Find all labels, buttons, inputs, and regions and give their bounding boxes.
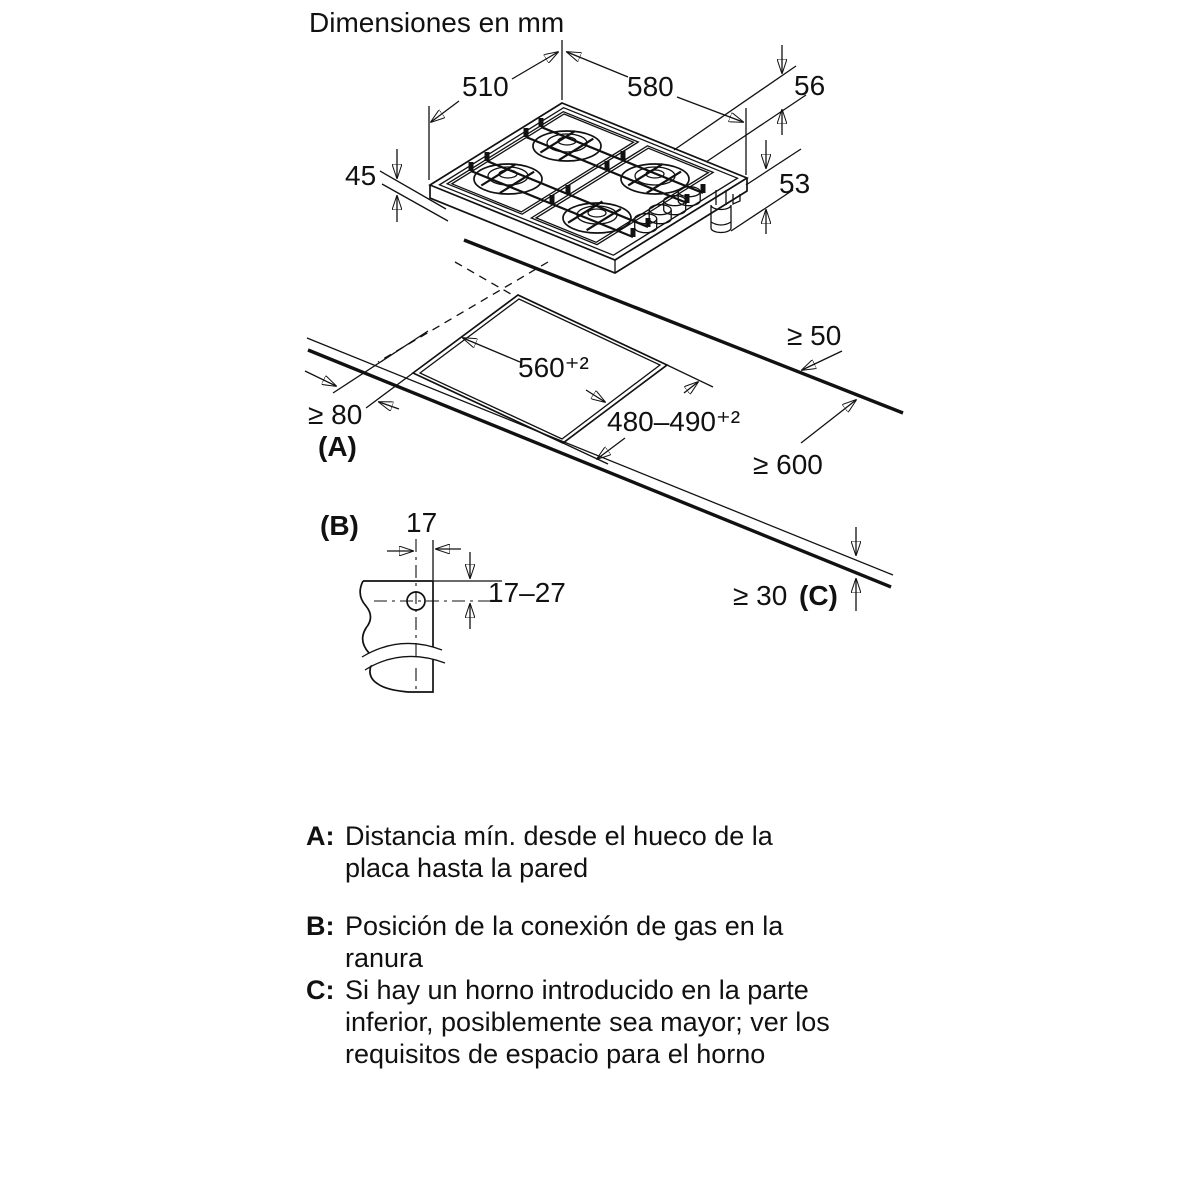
dim-geq80-label: ≥ 80	[308, 399, 363, 430]
dim-53-label: 53	[779, 168, 811, 199]
legend-text-c-line3: requisitos de espacio para el horno	[345, 1039, 766, 1069]
dim-56-label: 56	[794, 70, 826, 101]
ref-C-label: (C)	[799, 580, 838, 611]
dim-580-arrow-left	[567, 52, 628, 77]
legend-text-c-line1: Si hay un horno introducido en la parte	[345, 975, 809, 1005]
worktop-cutout-drawing	[307, 240, 903, 587]
worktop-section-edge	[363, 581, 433, 692]
dim-580-label: 580	[627, 71, 674, 102]
dim-45-label: 45	[345, 160, 377, 191]
legend-key-b: B:	[306, 911, 335, 941]
legend	[306, 820, 906, 1070]
dim-geq50-label: ≥ 50	[787, 320, 842, 351]
dim-17-label: 17	[406, 507, 438, 538]
projection-line-right	[455, 262, 516, 297]
dim-510-arrow-left	[431, 101, 459, 122]
dim-17-27-label: 17–27	[488, 577, 566, 608]
legend-key-c: C:	[306, 975, 335, 1005]
legend-item-b	[306, 910, 906, 974]
hob-dimensions	[345, 40, 825, 234]
legend-text-a-line1: Distancia mín. desde el hueco de la	[345, 821, 773, 851]
dim-510-label: 510	[462, 71, 509, 102]
legend-text-b-line2: ranura	[345, 943, 424, 973]
dim-480-490-label: 480–490⁺²	[607, 406, 741, 437]
dim-510-arrow-right	[512, 52, 558, 79]
legend-item-a	[306, 820, 906, 884]
dim-geq30-label: ≥ 30	[733, 580, 788, 611]
gas-connection-detail	[320, 507, 566, 692]
dim-560-label: 560⁺²	[518, 352, 589, 383]
legend-item-c	[306, 974, 906, 1070]
legend-key-a: A:	[306, 821, 335, 851]
legend-text-c-line2: inferior, posiblemente sea mayor; ver los	[345, 1007, 830, 1037]
hob-drawing	[430, 103, 747, 273]
legend-text-a-line2: placa hasta la pared	[345, 853, 589, 883]
legend-text-b-line1: Posición de la conexión de gas en la	[345, 911, 784, 941]
dim-geq600-label: ≥ 600	[753, 449, 823, 480]
ref-A-label: (A)	[318, 431, 357, 462]
diagram-title: Dimensiones en mm	[309, 7, 565, 38]
burner-fingers	[481, 131, 681, 230]
ref-B-label: (B)	[320, 510, 359, 541]
